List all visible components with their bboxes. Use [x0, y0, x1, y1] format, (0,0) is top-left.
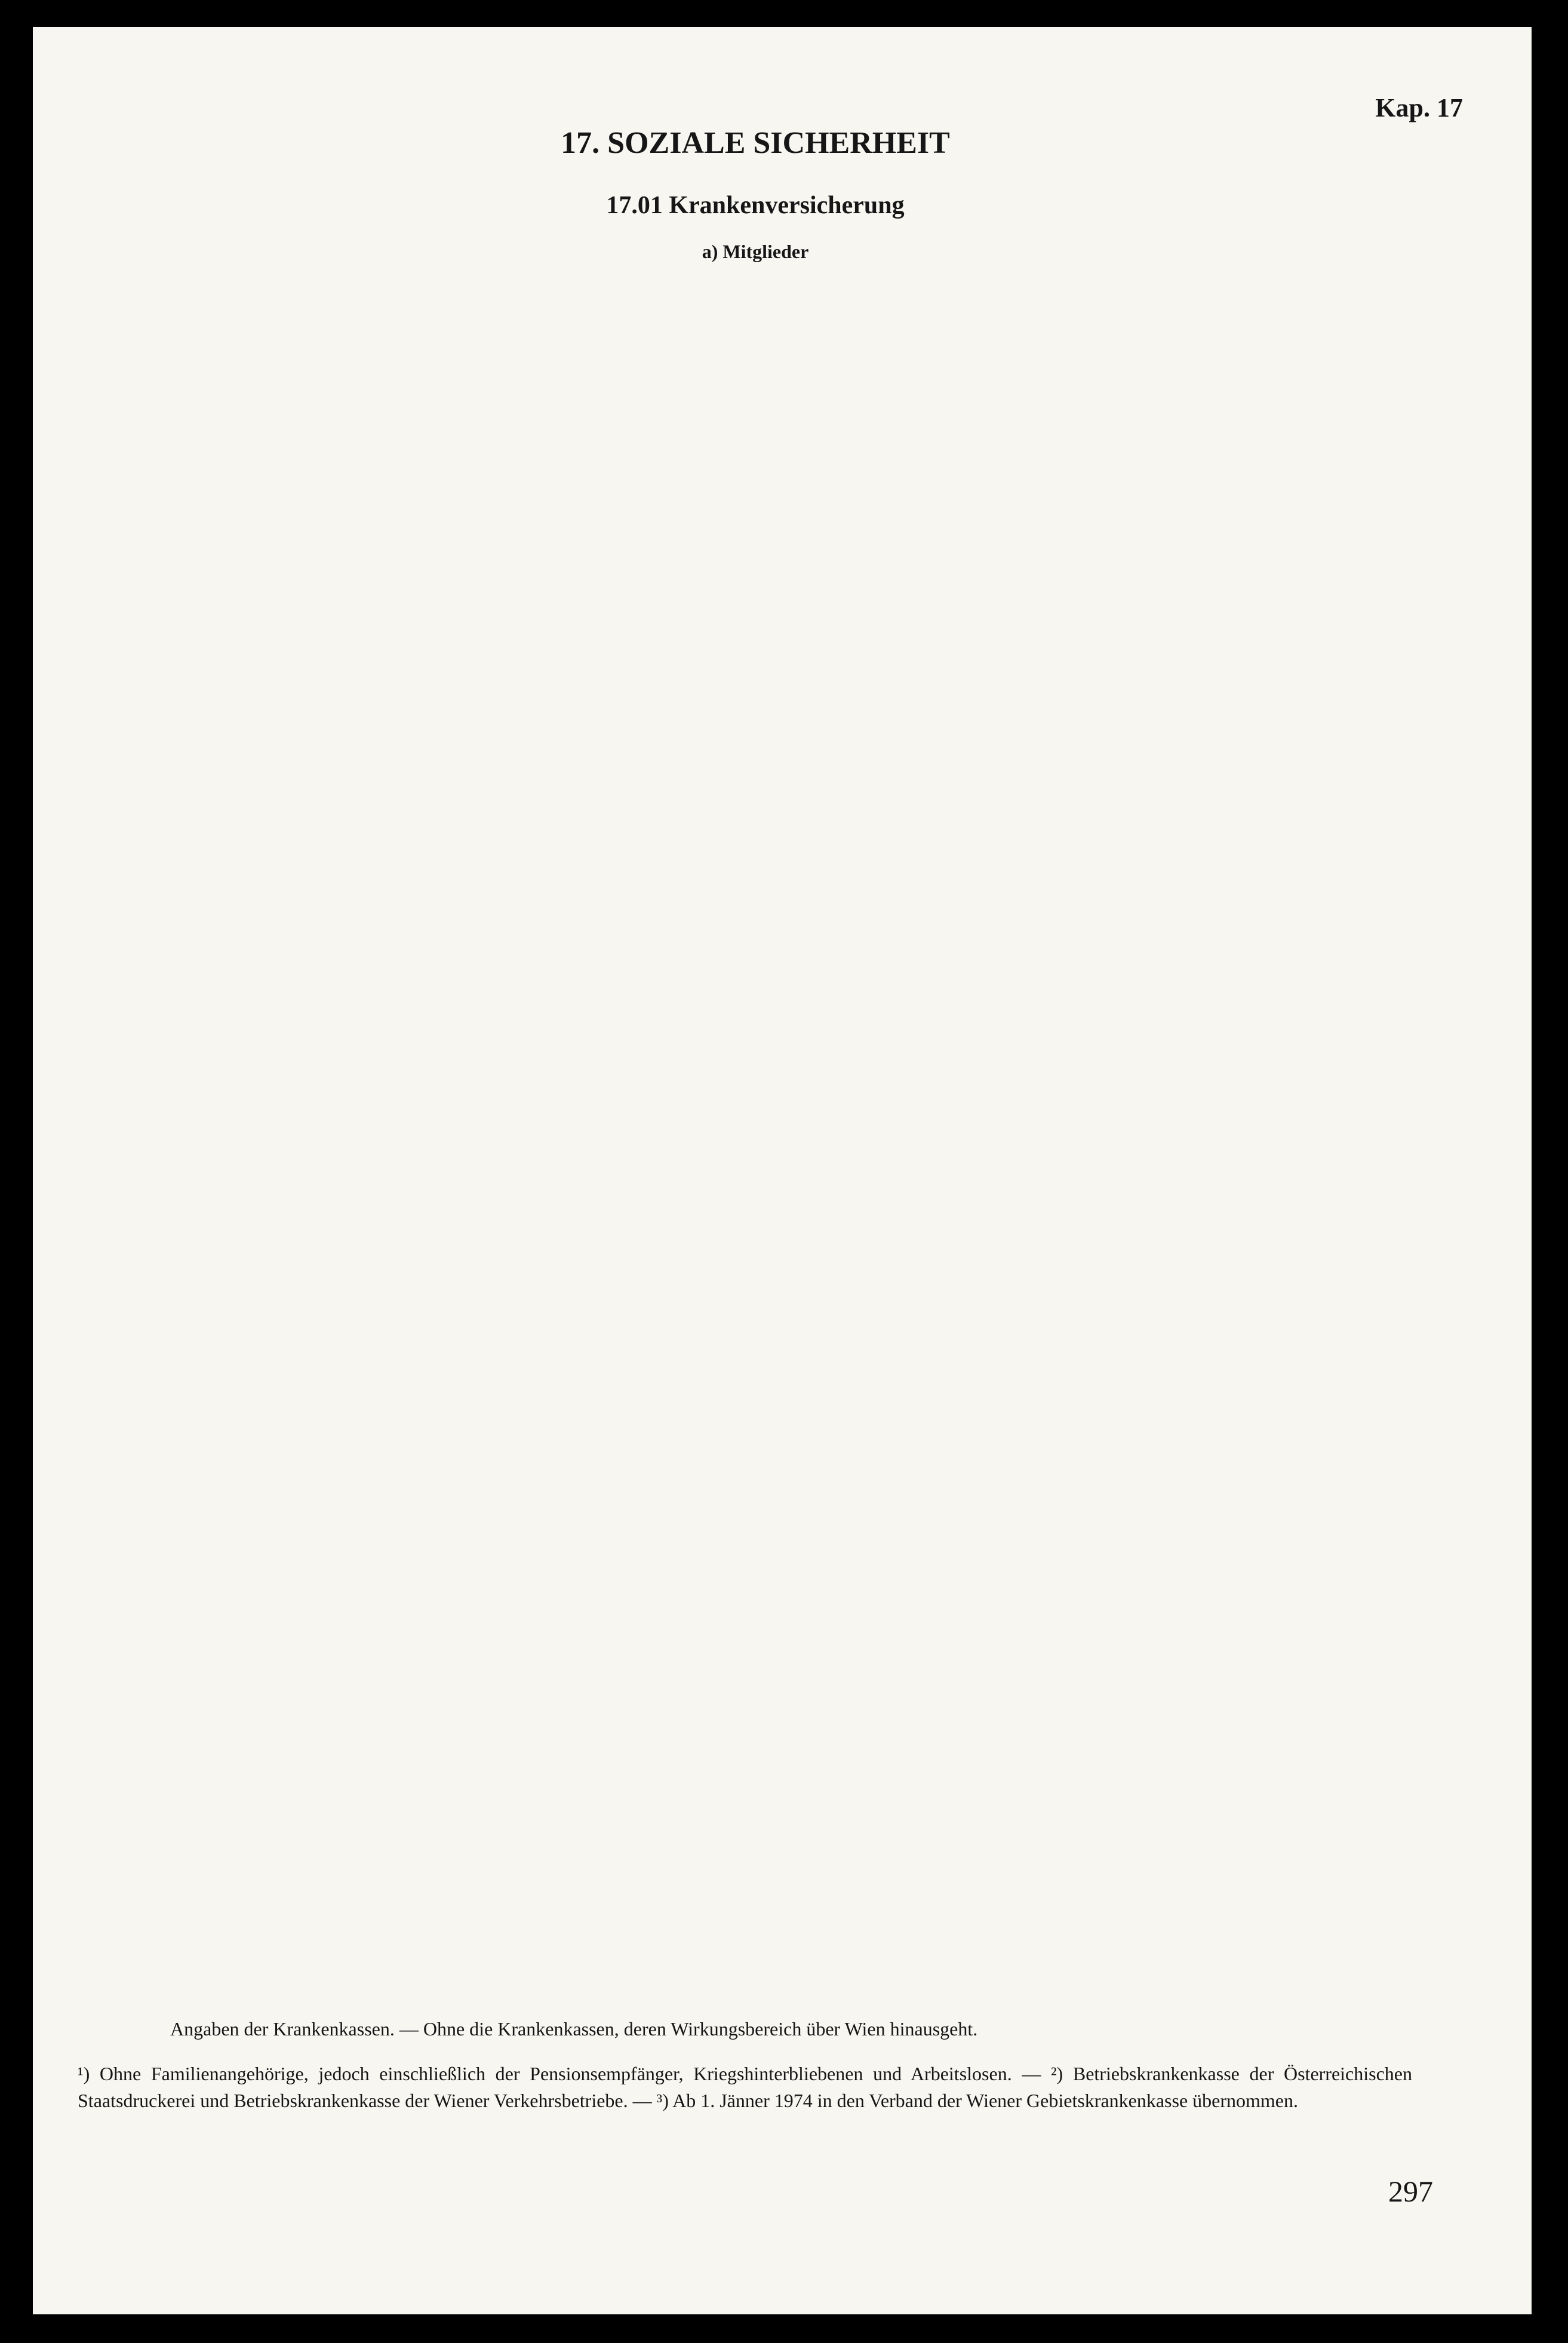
- section-title: 17.01 Krankenversicherung: [606, 192, 905, 219]
- footnotes: ¹) Ohne Familienangehörige, jedoch einschließlich der Pensionsempfänger, Kriegshinterbliebenen und Arbeitslosen. — ²) Betriebskrankenkasse der Österreichischen Staatsdruckerei und Betriebskrankenkasse der Wiener Verkehrsbetriebe. — ³) Ab 1. Jänner 1974 in den Verband der Wiener Gebietskrankenkasse übernommen.: [78, 2063, 1412, 2112]
- chapter-reference: Kap. 17: [1375, 93, 1463, 122]
- subsection-title: a) Mitglieder: [702, 241, 809, 262]
- chapter-title: 17. SOZIALE SICHERHEIT: [561, 126, 950, 160]
- document-page: [33, 27, 1532, 2314]
- source-note: Angaben der Krankenkassen. — Ohne die Krankenkassen, deren Wirkungsbereich über Wien hinausgeht.: [170, 2018, 978, 2040]
- page-number: 297: [1388, 2175, 1433, 2208]
